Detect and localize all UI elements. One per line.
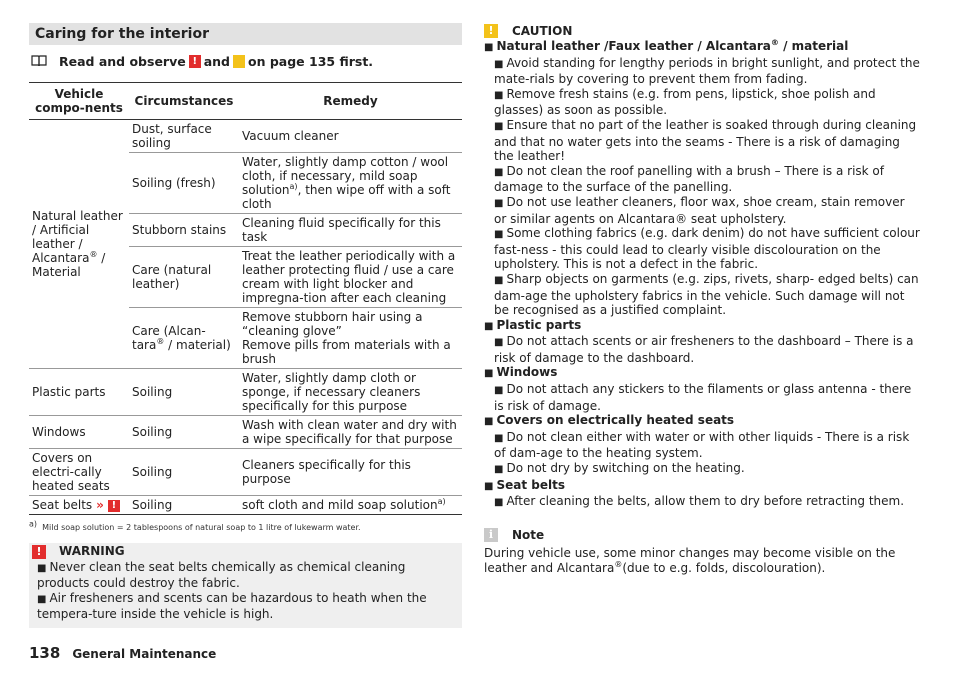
- warning-item: ■ Never clean the seat belts chemically as chemical cleaning products could destroy the fabric.: [37, 560, 406, 590]
- remedy-cell: Treat the leather periodically with a leather protecting fluid / use a care cream with light blocker and impregna-tion after each cleaning: [239, 247, 462, 308]
- remedy-cell: Cleaning fluid specifically for this task: [239, 214, 462, 247]
- circ-cell: Soiling (fresh): [129, 153, 239, 214]
- info-icon: i: [484, 528, 498, 542]
- circ-cell: Soiling: [129, 369, 239, 416]
- right-column: [484, 23, 920, 576]
- circ-cell: Care (Alcan-tara® / material): [129, 308, 239, 369]
- table-row: [29, 449, 462, 496]
- circ-cell: Soiling: [129, 449, 239, 496]
- warning-box: [29, 543, 462, 628]
- table-row: [29, 416, 462, 449]
- warning-header: [29, 543, 454, 560]
- caution-item: ■ Do not attach scents or air fresheners to the dashboard – There is a risk of damage to the dashboard.: [494, 334, 914, 365]
- caution-title: CAUTION: [512, 24, 573, 38]
- note-header: [484, 527, 920, 543]
- col-header-remedy: Remedy: [239, 83, 462, 120]
- warning-icon: !: [32, 545, 46, 559]
- table-row: [29, 369, 462, 416]
- caution-item: ■ Do not use leather cleaners, floor wax, shoe cream, stain remover or similar agents on Alcantara® seat upholstery.: [494, 194, 905, 226]
- circ-cell: Care (natural leather): [129, 247, 239, 308]
- remedy-cell: Wash with clean water and dry with a wipe specifically for that purpose: [239, 416, 462, 449]
- caution-header: [484, 23, 920, 39]
- footnote-ref[interactable]: a): [437, 497, 446, 506]
- component-cell: Seat belts » !: [29, 496, 129, 515]
- care-table: [29, 82, 462, 515]
- warning-item: ■ Air fresheners and scents can be hazardous to heath when the tempera-ture inside the vehicle is high.: [37, 591, 427, 621]
- remedy-cell: Remove stubborn hair using a “cleaning glove” Remove pills from materials with a brush: [239, 308, 462, 369]
- page-footer: [29, 644, 216, 662]
- component-cell: Covers on electri-cally heated seats: [29, 449, 129, 496]
- remedy-cell: Water, slightly damp cloth or sponge, if necessary cleaners specifically for this purpose: [239, 369, 462, 416]
- component-cell: Plastic parts: [29, 369, 129, 416]
- caution-heading: ■ Windows: [484, 365, 558, 380]
- link-chevron[interactable]: »: [96, 498, 104, 512]
- chapter-title: General Maintenance: [72, 647, 217, 661]
- note-title: Note: [512, 527, 545, 542]
- footnote: $^{a)}$ Mild soap solution = 2 tablespoons of natural soap to 1 litre of lukewarm water.: [29, 519, 361, 532]
- caution-heading: ■ Covers on electrically heated seats: [484, 413, 735, 428]
- page-number: 138: [29, 644, 61, 662]
- remedy-cell: Vacuum cleaner: [239, 120, 462, 153]
- caution-body: [484, 39, 920, 511]
- footnote-ref[interactable]: a): [289, 182, 298, 191]
- circ-cell: Soiling: [129, 496, 239, 515]
- circ-cell: Stubborn stains: [129, 214, 239, 247]
- read-observe-mid: and: [203, 53, 231, 69]
- caution-heading: ■ Plastic parts: [484, 317, 582, 332]
- caution-ref-icon[interactable]: [233, 55, 245, 68]
- caution-item: ■ Do not clean either with water or with other liquids - There is a risk of dam-age to the heating system.: [494, 429, 910, 461]
- caution-heading: ■ Seat belts: [484, 477, 565, 492]
- col-header-components: Vehicle compo-nents: [29, 83, 129, 120]
- caution-item: ■ Some clothing fabrics (e.g. dark denim) do not have sufficient colour fast-ness - this could lead to clearly visible discolouration on the upholstery. This is not a defect in the fabric.: [494, 226, 920, 272]
- warning-title: WARNING: [59, 544, 125, 558]
- warning-ref-icon[interactable]: !: [189, 55, 201, 68]
- caution-item: ■ Do not attach any stickers to the filaments or glass antenna - there is risk of damage.: [494, 382, 912, 413]
- table-header-row: [29, 83, 462, 120]
- read-observe-pre: Read and observe: [59, 53, 186, 69]
- caution-item: ■ Do not dry by switching on the heating.: [494, 461, 745, 476]
- caution-item: ■ Ensure that no part of the leather is soaked through during cleaning and that no water gets into the seams - There is a risk of damaging the leather!: [494, 117, 917, 164]
- note-body: During vehicle use, some minor changes may become visible on the leather and Alcantara®(due to e.g. folds, discolouration).: [484, 545, 896, 575]
- section-title: Caring for the interior: [29, 23, 462, 45]
- left-column: [29, 23, 462, 628]
- col-header-circumstances: Circumstances: [129, 83, 239, 120]
- table-row: [29, 496, 462, 515]
- circ-cell: Soiling: [129, 416, 239, 449]
- circ-cell: Dust, surface soiling: [129, 120, 239, 153]
- component-leather: Natural leather / Artificial leather / Alcantara® / Material: [29, 120, 129, 369]
- warning-icon[interactable]: !: [108, 500, 120, 512]
- caution-item: ■ Avoid standing for lengthy periods in bright sunlight, and protect the mate-rials by covering to prevent them from fading.: [494, 55, 920, 87]
- read-observe-line: [29, 52, 462, 70]
- caution-item: ■ After cleaning the belts, allow them to dry before retracting them.: [494, 494, 905, 509]
- caution-icon: !: [484, 24, 498, 38]
- remedy-cell: soft cloth and mild soap solution$^{a)}$: [239, 496, 462, 515]
- remedy-cell: Cleaners specifically for this purpose: [239, 449, 462, 496]
- caution-heading: ■ Natural leather /Faux leather / Alcantara® / material: [484, 38, 849, 53]
- remedy-cell: Water, slightly damp cotton / wool cloth, if necessary, mild soap solution$^{a)}$, then wipe off with a soft cloth: [239, 153, 462, 214]
- component-cell: Windows: [29, 416, 129, 449]
- caution-item: ■ Do not clean the roof panelling with a brush – There is a risk of damage to the surface of the panelling.: [494, 163, 884, 195]
- caution-item: ■ Sharp objects on garments (e.g. zips, rivets, sharp- edged belts) can dam-age the upholstery fabrics in the vehicle. Such damage will not be recognised as a justified complaint.: [494, 271, 919, 318]
- table-row: [29, 120, 462, 153]
- read-observe-post: on page 135 first.: [248, 53, 374, 69]
- caution-item: ■ Remove fresh stains (e.g. from pens, lipstick, shoe polish and glasses) as soon as possible.: [494, 86, 876, 118]
- book-icon: [31, 55, 47, 67]
